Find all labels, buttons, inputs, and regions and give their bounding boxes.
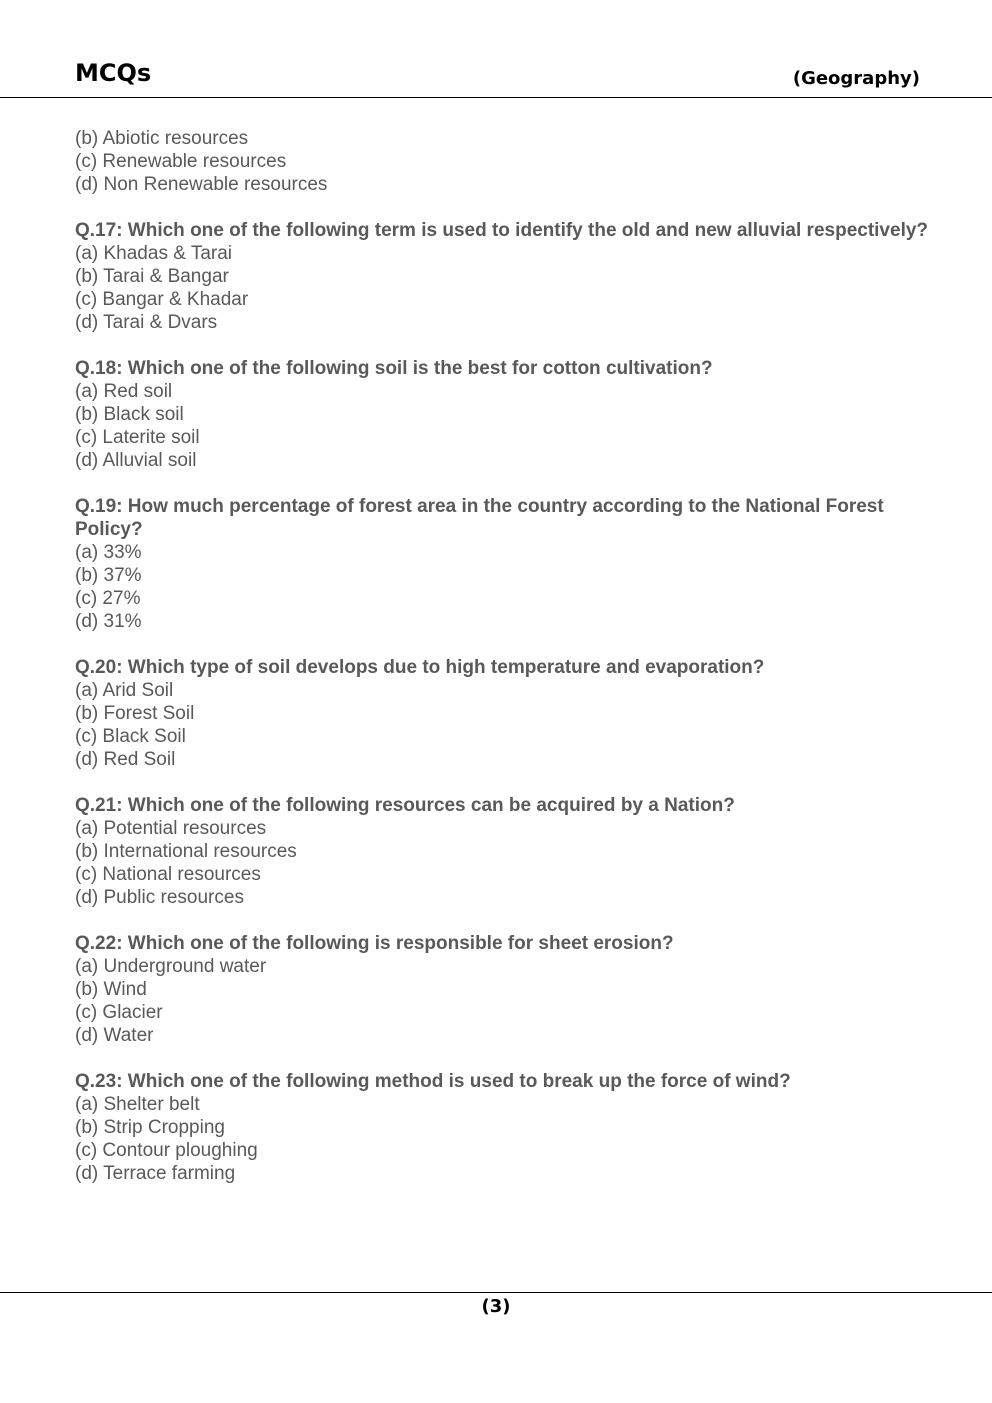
- question-list: [75, 127, 935, 1208]
- option: (d) Red Soil: [75, 749, 176, 770]
- page-number: (3): [481, 1296, 511, 1317]
- question-text: Q.21: Which one of the following resources can be acquired by a Nation?: [75, 795, 735, 816]
- continued-options: [75, 127, 935, 196]
- question-text: Q.22: Which one of the following is responsible for sheet erosion?: [75, 933, 674, 954]
- option: (a) Shelter belt: [75, 1094, 200, 1115]
- option: (a) Underground water: [75, 956, 267, 977]
- option: (d) Water: [75, 1025, 154, 1046]
- question-20: [75, 656, 935, 771]
- question-21: [75, 794, 935, 909]
- option: (a) Red soil: [75, 381, 173, 402]
- option: (b) Wind: [75, 979, 147, 1000]
- question-text: Q.19: How much percentage of forest area in the country according to the National Forest Policy?: [75, 496, 884, 540]
- option: (c) Laterite soil: [75, 427, 200, 448]
- option: (b) International resources: [75, 841, 297, 862]
- option: (d) Non Renewable resources: [75, 174, 328, 195]
- option: (b) Forest Soil: [75, 703, 195, 724]
- option: (d) Terrace farming: [75, 1163, 236, 1184]
- footer-divider: [0, 1292, 992, 1293]
- option: (a) Khadas & Tarai: [75, 243, 233, 264]
- question-17: [75, 219, 935, 334]
- question-text: Q.17: Which one of the following term is used to identify the old and new alluvial respectively?: [75, 220, 929, 241]
- option: (c) Contour ploughing: [75, 1140, 258, 1161]
- question-text: Q.18: Which one of the following soil is the best for cotton cultivation?: [75, 358, 713, 379]
- option: (b) Black soil: [75, 404, 184, 425]
- option: (a) Potential resources: [75, 818, 267, 839]
- option: (c) 27%: [75, 588, 141, 609]
- option: (b) Tarai & Bangar: [75, 266, 229, 287]
- option: (a) 33%: [75, 542, 142, 563]
- page-header: [0, 0, 992, 98]
- option: (c) Black Soil: [75, 726, 186, 747]
- option: (b) Abiotic resources: [75, 128, 249, 149]
- option: (c) Bangar & Khadar: [75, 289, 249, 310]
- option: (a) Arid Soil: [75, 680, 174, 701]
- option: (d) Alluvial soil: [75, 450, 197, 471]
- question-18: [75, 357, 935, 472]
- option: (d) Public resources: [75, 887, 244, 908]
- option: (c) National resources: [75, 864, 261, 885]
- question-22: [75, 932, 935, 1047]
- question-text: Q.23: Which one of the following method is used to break up the force of wind?: [75, 1071, 791, 1092]
- question-text: Q.20: Which type of soil develops due to high temperature and evaporation?: [75, 657, 765, 678]
- option: (c) Glacier: [75, 1002, 163, 1023]
- option: (d) 31%: [75, 611, 142, 632]
- option: (b) 37%: [75, 565, 142, 586]
- question-23: [75, 1070, 935, 1185]
- option: (d) Tarai & Dvars: [75, 312, 218, 333]
- option: (b) Strip Cropping: [75, 1117, 225, 1138]
- question-19: [75, 495, 935, 633]
- header-title: MCQs: [75, 59, 152, 87]
- header-subject: (Geography): [792, 68, 920, 89]
- option: (c) Renewable resources: [75, 151, 287, 172]
